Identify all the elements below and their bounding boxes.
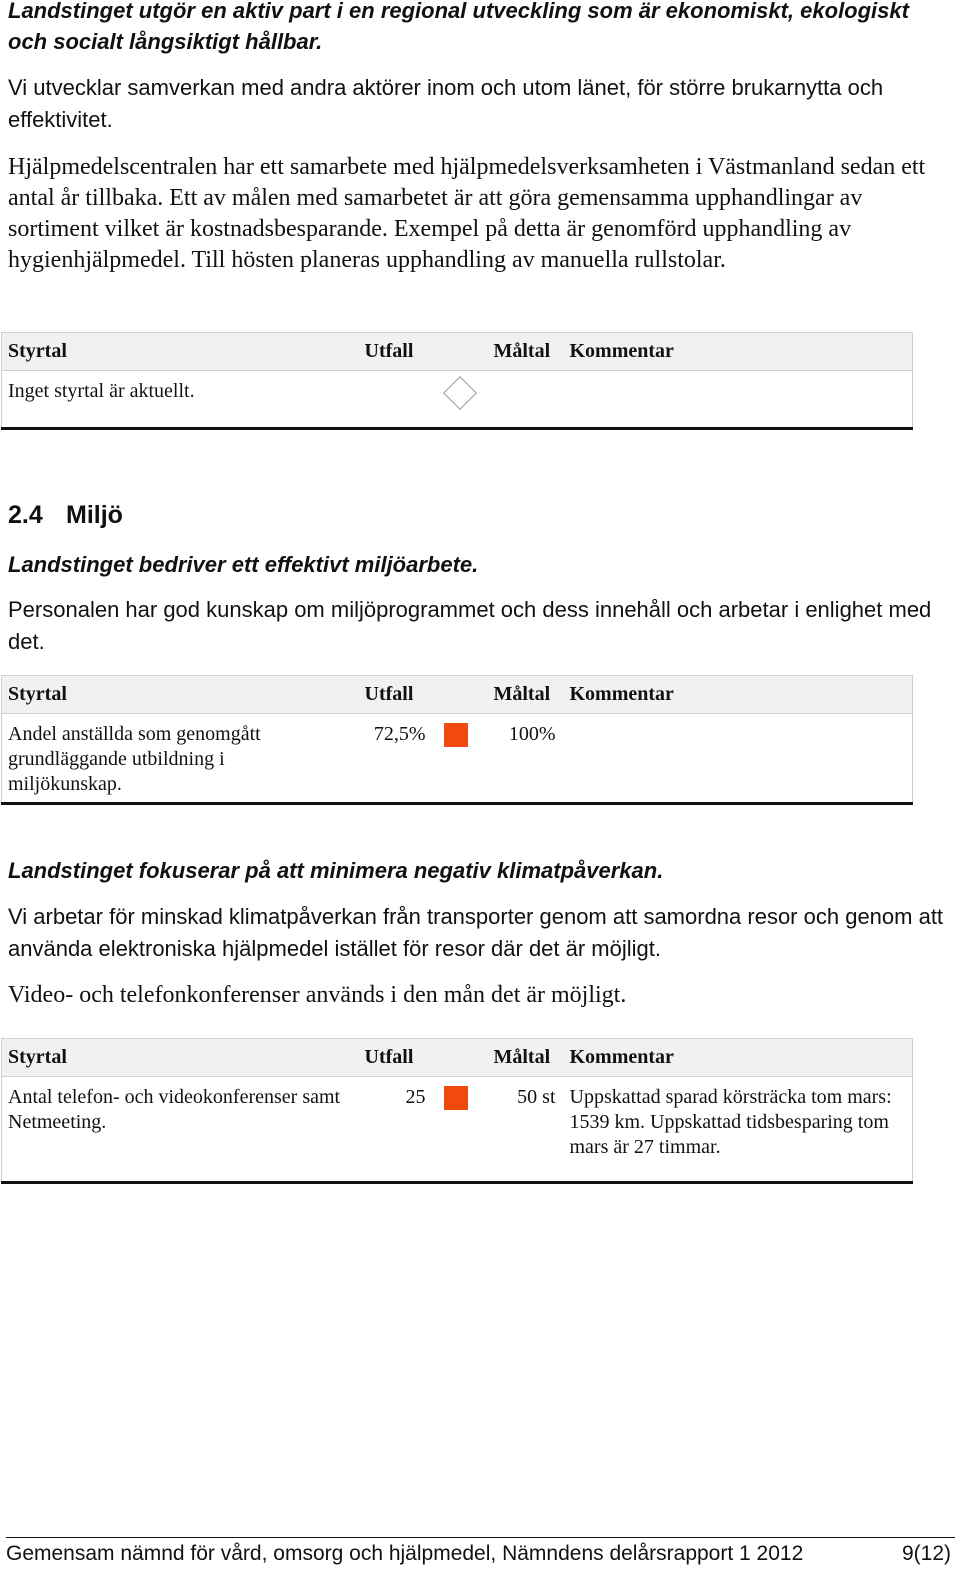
header-styrtal: Styrtal bbox=[2, 676, 365, 714]
kpi-table-miljo bbox=[1, 675, 913, 805]
table-row bbox=[2, 1077, 913, 1183]
utfall-cell: 25 bbox=[405, 1086, 426, 1108]
paragraph-samverkan: Vi utvecklar samverkan med andra aktörer inom och utom länet, för större brukarnytta och effektivitet. bbox=[8, 75, 884, 132]
kpi-table-header bbox=[2, 333, 913, 371]
paragraph-miljoprogrammet: Personalen har god kunskap om miljöprogrammet och dess innehåll och arbetar i enlighet med det. bbox=[8, 597, 932, 654]
utfall-cell bbox=[365, 371, 430, 429]
kommentar-cell bbox=[560, 371, 913, 429]
header-utfall: Utfall bbox=[365, 676, 430, 714]
section-number: 2.4 bbox=[8, 501, 43, 529]
header-kommentar: Kommentar bbox=[560, 676, 913, 714]
section-heading bbox=[8, 501, 123, 530]
kpi-table-header bbox=[2, 1039, 913, 1077]
maltal-cell: 100% bbox=[508, 723, 556, 745]
header-utfall: Utfall bbox=[365, 1039, 430, 1077]
styrtal-cell: Inget styrtal är aktuellt. bbox=[8, 380, 195, 402]
kpi-table-header bbox=[2, 676, 913, 714]
goal-heading-regional: Landstinget utgör en aktiv part i en regional utveckling som är ekonomiskt, ekologiskt och socialt långsiktigt hållbar. bbox=[8, 0, 909, 54]
status-none-icon bbox=[443, 376, 477, 410]
kpi-table-regional bbox=[1, 332, 913, 430]
header-kommentar: Kommentar bbox=[560, 1039, 913, 1077]
paragraph-konferenser: Video- och telefonkonferenser används i den mån det är möjligt. bbox=[8, 982, 627, 1008]
utfall-cell: 72,5% bbox=[373, 723, 426, 745]
kpi-table-klimat bbox=[1, 1038, 913, 1184]
paragraph-transporter: Vi arbetar för minskad klimatpåverkan från transporter genom att samordna resor och genom att använda elektroniska hjälpmedel istället för resor där det är möjligt. bbox=[8, 904, 944, 961]
styrtal-cell: Andel anställda som genomgått grundläggande utbildning i miljökunskap. bbox=[8, 723, 261, 795]
table-row bbox=[2, 371, 913, 429]
maltal-cell: 50 st bbox=[517, 1086, 556, 1108]
header-styrtal: Styrtal bbox=[2, 1039, 365, 1077]
header-utfall: Utfall bbox=[365, 333, 430, 371]
styrtal-cell: Antal telefon- och videokonferenser samt Netmeeting. bbox=[8, 1086, 341, 1133]
header-maltal: Måltal bbox=[480, 1039, 560, 1077]
paragraph-hjalpmedelscentralen: Hjälpmedelscentralen har ett samarbete med hjälpmedelsverksamheten i Västmanland sedan ett antal år tillbaka. Ett av målen med samarbetet är att göra gemensamma upphandlingar av sortiment vilket är kostnadsbesparande. Exempel på detta är genomförd upphandling av hygienhjälpmedel. Till hösten planeras upphandling av manuella rullstolar. bbox=[8, 154, 926, 273]
page-number: 9(12) bbox=[901, 1542, 951, 1565]
goal-heading-miljo: Landstinget bedriver ett effektivt miljöarbete. bbox=[8, 552, 479, 577]
section-title: Miljö bbox=[66, 501, 123, 529]
kommentar-cell bbox=[560, 714, 913, 804]
table-row bbox=[2, 714, 913, 804]
status-red-icon bbox=[444, 723, 468, 747]
maltal-cell bbox=[480, 371, 560, 429]
page-footer bbox=[6, 1537, 955, 1570]
header-kommentar: Kommentar bbox=[560, 333, 913, 371]
kommentar-cell: Uppskattad sparad körsträcka tom mars: 1539 km. Uppskattad tidsbesparing tom mars är 27 timmar. bbox=[569, 1086, 892, 1158]
header-maltal: Måltal bbox=[480, 676, 560, 714]
header-maltal: Måltal bbox=[480, 333, 560, 371]
goal-heading-klimat: Landstinget fokuserar på att minimera negativ klimatpåverkan. bbox=[8, 858, 664, 883]
status-red-icon bbox=[444, 1086, 468, 1110]
header-styrtal: Styrtal bbox=[2, 333, 365, 371]
footer-text: Gemensam nämnd för vård, omsorg och hjälpmedel, Nämndens delårsrapport 1 2012 bbox=[6, 1542, 804, 1565]
